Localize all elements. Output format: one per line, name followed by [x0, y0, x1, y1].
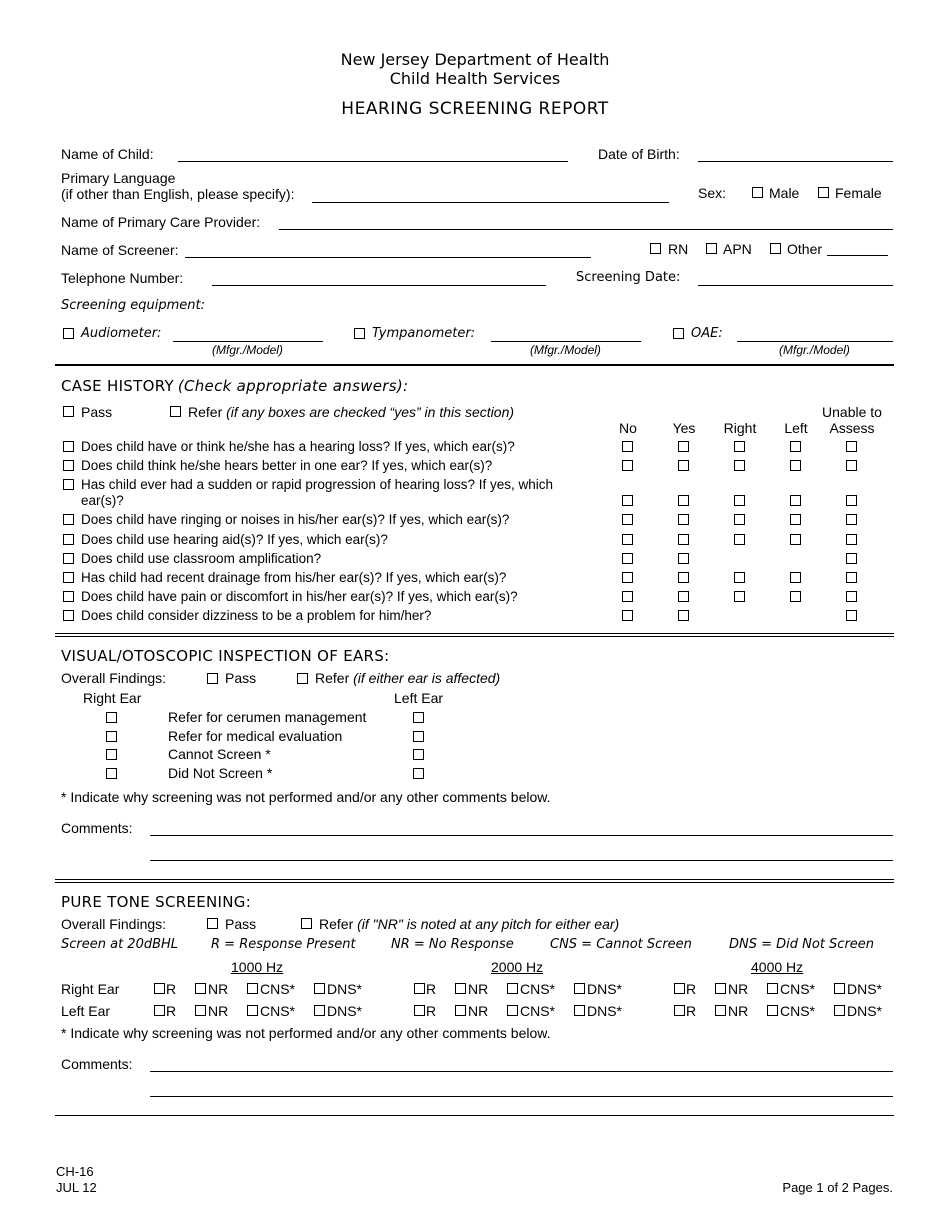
q7-yes-checkbox[interactable]	[678, 572, 689, 583]
right-1000-nr-checkbox[interactable]	[195, 983, 206, 994]
otoscopic-right-ear-label: Right Ear	[83, 690, 142, 706]
q7-unable-checkbox[interactable]	[846, 572, 857, 583]
case-history-refer-label	[188, 404, 514, 420]
option-r: R	[686, 981, 697, 997]
q6-no-checkbox[interactable]	[622, 553, 633, 564]
left-2000-cns-checkbox[interactable]	[507, 1005, 518, 1016]
otoscopic-item-did-not-screen: Did Not Screen *	[168, 765, 273, 781]
pure-tone-refer-checkbox[interactable]	[301, 918, 312, 929]
screener-other-field[interactable]	[827, 255, 888, 256]
oae-checkbox[interactable]	[673, 328, 684, 339]
legend-screen-level: Screen at 20dBHL	[61, 937, 179, 952]
date-of-birth-field[interactable]	[698, 161, 893, 162]
right-1000-dns-checkbox[interactable]	[314, 983, 325, 994]
section-divider	[55, 882, 894, 883]
did-not-screen-left-checkbox[interactable]	[413, 768, 424, 779]
q8-yes-checkbox[interactable]	[678, 591, 689, 602]
option-nr: NR	[468, 981, 489, 997]
pure-tone-right-ear-label: Right Ear	[61, 981, 120, 997]
pure-tone-left-ear-label: Left Ear	[61, 1003, 111, 1019]
legend-cannot-screen: CNS = Cannot Screen	[550, 937, 692, 952]
legend-did-not-screen: DNS = Did Not Screen	[729, 937, 875, 952]
q4-yes-checkbox[interactable]	[678, 514, 689, 525]
pure-tone-comments-label: Comments:	[61, 1056, 133, 1072]
frequency-1000: 1000 Hz	[231, 959, 284, 975]
q3-right-checkbox[interactable]	[734, 495, 745, 506]
name-of-child-label: Name of Child:	[61, 146, 154, 162]
q4-right-checkbox[interactable]	[734, 514, 745, 525]
right-2000-dns-checkbox[interactable]	[574, 983, 585, 994]
option-dns: DNS*	[587, 981, 623, 997]
screening-date-label: Screening Date:	[576, 270, 681, 285]
pure-tone-pass-label: Pass	[225, 916, 257, 932]
cerumen-right-checkbox[interactable]	[106, 712, 117, 723]
question-9: Does child consider dizziness to be a problem for him/her?	[81, 608, 432, 623]
otoscopic-refer-label	[315, 670, 500, 686]
screener-label: Name of Screener:	[61, 242, 179, 258]
case-history-pass-checkbox[interactable]	[63, 406, 74, 417]
sex-male-label: Male	[769, 185, 800, 201]
q2-right-checkbox[interactable]	[734, 460, 745, 471]
oae-model-caption: (Mfgr./Model)	[779, 343, 850, 357]
q2-yes-checkbox[interactable]	[678, 460, 689, 471]
screening-date-field[interactable]	[698, 285, 893, 286]
otoscopic-overall-findings: Overall Findings:	[61, 670, 167, 686]
frequency-4000: 4000 Hz	[751, 959, 804, 975]
q8-right-checkbox[interactable]	[734, 591, 745, 602]
column-right: Right	[723, 420, 757, 436]
name-of-child-field[interactable]	[178, 161, 568, 162]
q1-right-checkbox[interactable]	[734, 441, 745, 452]
question-8: Does child have pain or discomfort in his/her ear(s)? If yes, which ear(s)?	[81, 589, 518, 604]
q4-unable-checkbox[interactable]	[846, 514, 857, 525]
q4-no-checkbox[interactable]	[622, 514, 633, 525]
otoscopic-refer-checkbox[interactable]	[297, 673, 308, 684]
column-unable-to: Unable to	[822, 404, 882, 420]
question-8-checkbox[interactable]	[63, 591, 74, 602]
q8-unable-checkbox[interactable]	[846, 591, 857, 602]
q5-left-checkbox[interactable]	[790, 534, 801, 545]
did-not-screen-right-checkbox[interactable]	[106, 768, 117, 779]
left-4000-r-checkbox[interactable]	[674, 1005, 685, 1016]
question-6: Does child use classroom amplification?	[81, 551, 322, 566]
audiometer-model-caption: (Mfgr./Model)	[212, 343, 283, 357]
question-1: Does child have or think he/she has a hearing loss? If yes, which ear(s)?	[81, 439, 515, 454]
sex-male-checkbox[interactable]	[752, 187, 763, 198]
option-nr: NR	[208, 1003, 229, 1019]
option-r: R	[426, 981, 437, 997]
question-5: Does child use hearing aid(s)? If yes, which ear(s)?	[81, 532, 388, 547]
right-4000-cns-checkbox[interactable]	[767, 983, 778, 994]
right-1000-r-checkbox[interactable]	[154, 983, 165, 994]
q7-left-checkbox[interactable]	[790, 572, 801, 583]
otoscopic-item-medical: Refer for medical evaluation	[168, 728, 343, 744]
left-2000-dns-checkbox[interactable]	[574, 1005, 585, 1016]
cannot-screen-left-checkbox[interactable]	[413, 749, 424, 760]
column-yes: Yes	[672, 420, 696, 436]
column-assess: Assess	[829, 420, 875, 436]
section-divider	[55, 636, 894, 637]
q4-left-checkbox[interactable]	[790, 514, 801, 525]
q7-right-checkbox[interactable]	[734, 572, 745, 583]
option-nr: NR	[208, 981, 229, 997]
q1-no-checkbox[interactable]	[622, 441, 633, 452]
form-title: HEARING SCREENING REPORT	[341, 99, 609, 119]
section-divider	[55, 879, 894, 880]
screener-rn-checkbox[interactable]	[650, 243, 661, 254]
left-1000-r-checkbox[interactable]	[154, 1005, 165, 1016]
q5-yes-checkbox[interactable]	[678, 534, 689, 545]
sex-label: Sex:	[698, 185, 727, 201]
question-4: Does child have ringing or noises in his/her ear(s)? If yes, which ear(s)?	[81, 512, 510, 527]
q3-unable-checkbox[interactable]	[846, 495, 857, 506]
form-id: CH-16	[56, 1164, 94, 1179]
option-cns: CNS*	[260, 1003, 296, 1019]
q3-no-checkbox[interactable]	[622, 495, 633, 506]
date-of-birth-label: Date of Birth:	[598, 146, 680, 162]
pure-tone-footnote: * Indicate why screening was not performed and/or any other comments below.	[61, 1025, 551, 1041]
page-number: Page 1 of 2 Pages.	[782, 1180, 893, 1195]
otoscopic-title: VISUAL/OTOSCOPIC INSPECTION OF EARS:	[61, 647, 390, 665]
right-4000-dns-checkbox[interactable]	[834, 983, 845, 994]
screener-other-checkbox[interactable]	[770, 243, 781, 254]
left-2000-r-checkbox[interactable]	[414, 1005, 425, 1016]
case-history-heading	[61, 377, 408, 395]
question-2-checkbox[interactable]	[63, 460, 74, 471]
screener-rn-label: RN	[668, 241, 689, 257]
right-1000-cns-checkbox[interactable]	[247, 983, 258, 994]
tympanometer-model-caption: (Mfgr./Model)	[530, 343, 601, 357]
option-dns: DNS*	[847, 981, 883, 997]
case-history-refer-text: Refer	[188, 404, 223, 420]
option-nr: NR	[728, 981, 749, 997]
pure-tone-overall-findings: Overall Findings:	[61, 916, 167, 932]
otoscopic-item-cerumen: Refer for cerumen management	[168, 709, 367, 725]
section-divider	[55, 633, 894, 634]
option-dns: DNS*	[587, 1003, 623, 1019]
legend-response-present: R = Response Present	[211, 937, 356, 952]
q9-no-checkbox[interactable]	[622, 610, 633, 621]
telephone-field[interactable]	[212, 285, 546, 286]
option-cns: CNS*	[520, 1003, 556, 1019]
otoscopic-footnote: * Indicate why screening was not performed and/or any other comments below.	[61, 789, 551, 805]
primary-language-field[interactable]	[312, 202, 669, 203]
primary-care-provider-field[interactable]	[279, 229, 893, 230]
question-2: Does child think he/she hears better in one ear? If yes, which ear(s)?	[81, 458, 493, 473]
q7-no-checkbox[interactable]	[622, 572, 633, 583]
q3-left-checkbox[interactable]	[790, 495, 801, 506]
q1-unable-checkbox[interactable]	[846, 441, 857, 452]
q2-unable-checkbox[interactable]	[846, 460, 857, 471]
pure-tone-comments-line-2[interactable]	[150, 1096, 893, 1097]
option-cns: CNS*	[520, 981, 556, 997]
option-dns: DNS*	[327, 981, 363, 997]
otoscopic-pass-label: Pass	[225, 670, 257, 686]
medical-left-checkbox[interactable]	[413, 731, 424, 742]
right-4000-r-checkbox[interactable]	[674, 983, 685, 994]
option-cns: CNS*	[780, 981, 816, 997]
q2-no-checkbox[interactable]	[622, 460, 633, 471]
option-r: R	[166, 1003, 177, 1019]
audiometer-label: Audiometer:	[81, 326, 162, 341]
medical-right-checkbox[interactable]	[106, 731, 117, 742]
right-2000-nr-checkbox[interactable]	[455, 983, 466, 994]
q9-unable-checkbox[interactable]	[846, 610, 857, 621]
otoscopic-comments-label: Comments:	[61, 820, 133, 836]
left-4000-cns-checkbox[interactable]	[767, 1005, 778, 1016]
tympanometer-label: Tympanometer:	[372, 326, 476, 341]
audiometer-field[interactable]	[173, 341, 323, 342]
question-9-checkbox[interactable]	[63, 610, 74, 621]
option-r: R	[166, 981, 177, 997]
case-history-refer-note: (if any boxes are checked “yes” in this section)	[226, 404, 515, 420]
question-5-checkbox[interactable]	[63, 534, 74, 545]
question-1-checkbox[interactable]	[63, 441, 74, 452]
screener-apn-label: APN	[723, 241, 752, 257]
pure-tone-comments-line-1[interactable]	[150, 1071, 893, 1072]
right-4000-nr-checkbox[interactable]	[715, 983, 726, 994]
question-3-continued: ear(s)?	[81, 493, 124, 508]
left-4000-nr-checkbox[interactable]	[715, 1005, 726, 1016]
otoscopic-left-ear-label: Left Ear	[394, 690, 444, 706]
form-revision: JUL 12	[56, 1180, 97, 1195]
otoscopic-refer-note: (if either ear is affected)	[353, 670, 501, 686]
left-1000-dns-checkbox[interactable]	[314, 1005, 325, 1016]
question-4-checkbox[interactable]	[63, 514, 74, 525]
option-r: R	[426, 1003, 437, 1019]
question-6-checkbox[interactable]	[63, 553, 74, 564]
primary-language-label: Primary Language	[61, 170, 176, 186]
left-1000-cns-checkbox[interactable]	[247, 1005, 258, 1016]
otoscopic-refer-text: Refer	[315, 670, 350, 686]
question-7: Has child had recent drainage from his/her ear(s)? If yes, which ear(s)?	[81, 570, 507, 585]
section-divider	[55, 364, 894, 366]
primary-care-provider-label: Name of Primary Care Provider:	[61, 214, 261, 230]
q5-right-checkbox[interactable]	[734, 534, 745, 545]
sex-female-checkbox[interactable]	[818, 187, 829, 198]
tympanometer-checkbox[interactable]	[354, 328, 365, 339]
q3-yes-checkbox[interactable]	[678, 495, 689, 506]
telephone-label: Telephone Number:	[61, 270, 184, 286]
q6-unable-checkbox[interactable]	[846, 553, 857, 564]
q5-unable-checkbox[interactable]	[846, 534, 857, 545]
screener-field[interactable]	[185, 257, 591, 258]
left-2000-nr-checkbox[interactable]	[455, 1005, 466, 1016]
question-3-checkbox[interactable]	[63, 479, 74, 490]
question-3: Has child ever had a sudden or rapid progression of hearing loss? If yes, which	[81, 477, 554, 492]
equipment-label: Screening equipment:	[61, 298, 205, 313]
right-2000-r-checkbox[interactable]	[414, 983, 425, 994]
cerumen-left-checkbox[interactable]	[413, 712, 424, 723]
q5-no-checkbox[interactable]	[622, 534, 633, 545]
option-nr: NR	[728, 1003, 749, 1019]
sex-female-label: Female	[835, 185, 882, 201]
pure-tone-refer-note: (if "NR" is noted at any pitch for either ear)	[357, 916, 620, 932]
option-cns: CNS*	[780, 1003, 816, 1019]
q2-left-checkbox[interactable]	[790, 460, 801, 471]
division-name: Child Health Services	[389, 69, 561, 88]
pure-tone-pass-checkbox[interactable]	[207, 918, 218, 929]
oae-field[interactable]	[737, 341, 893, 342]
question-7-checkbox[interactable]	[63, 572, 74, 583]
q1-left-checkbox[interactable]	[790, 441, 801, 452]
case-history-pass-label: Pass	[81, 404, 113, 420]
option-dns: DNS*	[327, 1003, 363, 1019]
cannot-screen-right-checkbox[interactable]	[106, 749, 117, 760]
otoscopic-comments-line-1[interactable]	[150, 835, 893, 836]
agency-name: New Jersey Department of Health	[340, 50, 610, 69]
case-history-title: CASE HISTORY	[61, 377, 174, 395]
column-no: No	[619, 420, 637, 436]
q9-yes-checkbox[interactable]	[678, 610, 689, 621]
option-nr: NR	[468, 1003, 489, 1019]
otoscopic-pass-checkbox[interactable]	[207, 673, 218, 684]
screener-apn-checkbox[interactable]	[706, 243, 717, 254]
legend-no-response: NR = No Response	[391, 937, 514, 952]
pure-tone-refer-text: Refer	[319, 916, 354, 932]
option-r: R	[686, 1003, 697, 1019]
primary-language-note: (if other than English, please specify):	[61, 186, 295, 202]
pure-tone-title: PURE TONE SCREENING:	[61, 893, 252, 911]
case-history-title-note: (Check appropriate answers):	[177, 377, 409, 395]
oae-label: OAE:	[691, 326, 723, 341]
option-dns: DNS*	[847, 1003, 883, 1019]
otoscopic-comments-line-2[interactable]	[150, 860, 893, 861]
case-history-refer-checkbox[interactable]	[170, 406, 181, 417]
q1-yes-checkbox[interactable]	[678, 441, 689, 452]
option-cns: CNS*	[260, 981, 296, 997]
screener-other-label: Other	[787, 241, 823, 257]
tympanometer-field[interactable]	[491, 341, 641, 342]
q6-yes-checkbox[interactable]	[678, 553, 689, 564]
pure-tone-refer-label	[319, 916, 619, 932]
audiometer-checkbox[interactable]	[63, 328, 74, 339]
left-4000-dns-checkbox[interactable]	[834, 1005, 845, 1016]
q8-no-checkbox[interactable]	[622, 591, 633, 602]
otoscopic-item-cannot-screen: Cannot Screen *	[168, 746, 271, 762]
section-divider	[55, 1115, 894, 1116]
frequency-2000: 2000 Hz	[491, 959, 544, 975]
column-left: Left	[784, 420, 808, 436]
right-2000-cns-checkbox[interactable]	[507, 983, 518, 994]
q8-left-checkbox[interactable]	[790, 591, 801, 602]
left-1000-nr-checkbox[interactable]	[195, 1005, 206, 1016]
